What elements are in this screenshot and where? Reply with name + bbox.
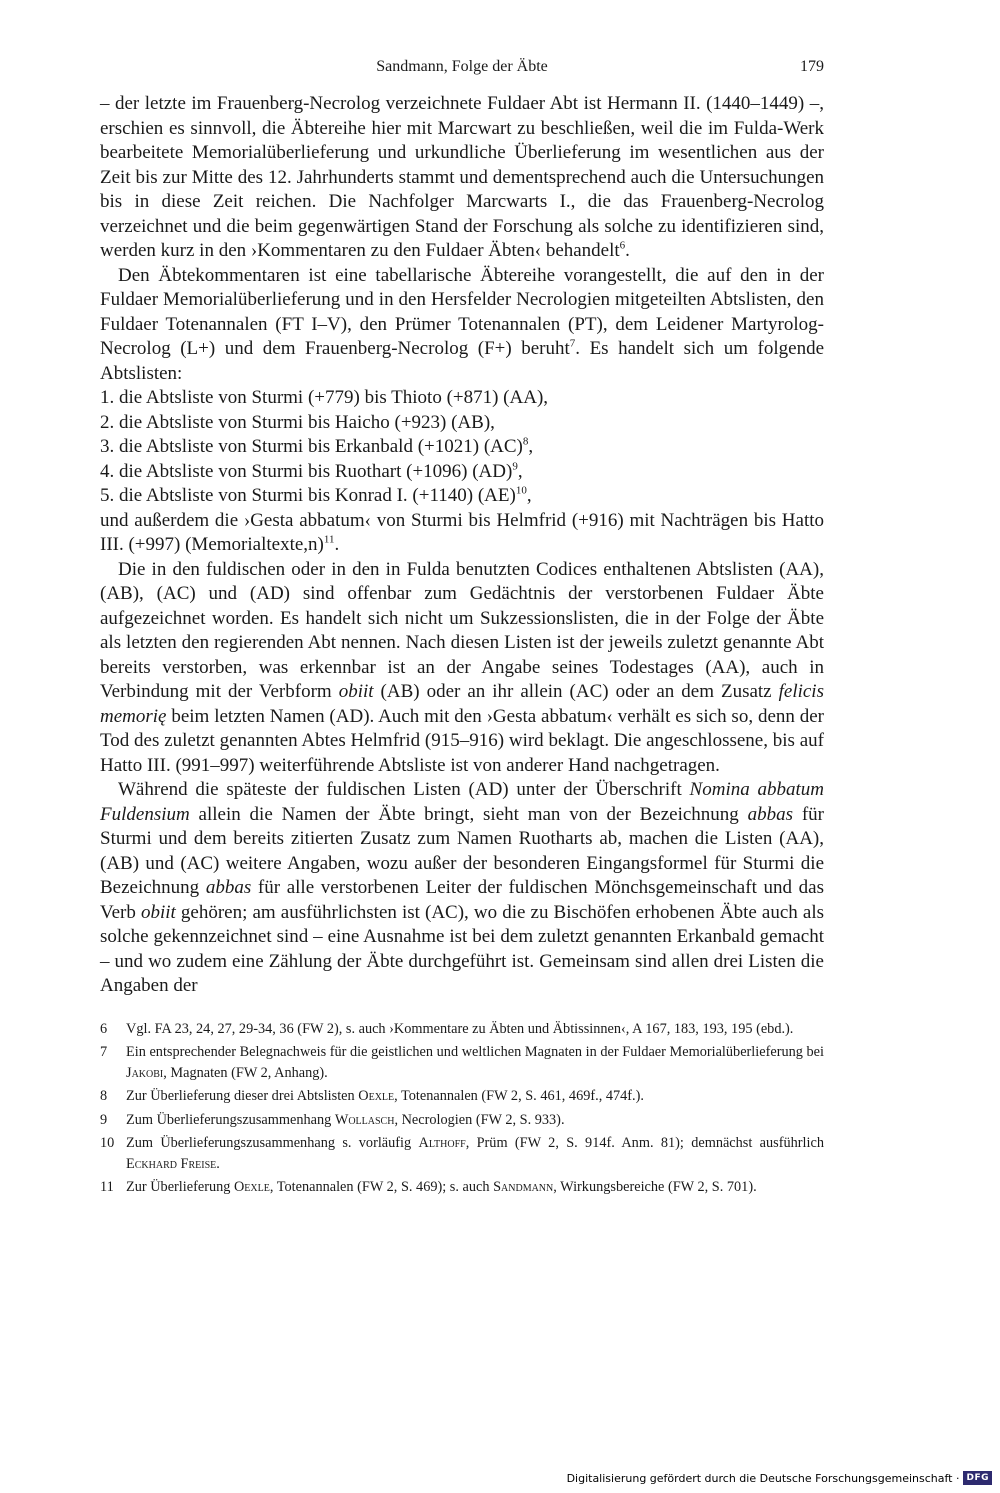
text-run: für Sturmi und dem bereits zitierten Zusatz zum Namen Ruotharts ab, machen die Listen (AA), (AB) und (AC) weitere Angaben, wozu außer der besonderen Eingangsformel für Sturmi die Bezeichnung	[100, 803, 824, 898]
paragraph-4	[100, 778, 824, 999]
footnote-ref: 9	[512, 460, 518, 473]
italic-text: abbas	[205, 877, 252, 898]
text-run: ,	[528, 436, 534, 457]
list-item	[100, 484, 824, 509]
footnote	[100, 1177, 824, 1198]
text-run: Den Äbtekommentaren ist eine tabellarische Äbtereihe vorangestellt, die auf den in der Fuldaer Memorialüberlieferung und in den Hersfelder Necrologien mitgeteilten Abtslisten, den Fuldaer Totenannalen (FT I–V), den Prümer Totenannalen (PT), dem Leidener Martyrolog-Necrolog (L+) und dem Frauenberg-Necrolog (F+) beruht	[100, 264, 824, 359]
footnote	[100, 1019, 824, 1040]
text-run: 5. die Abtsliste von Sturmi bis Konrad I. (+1140) (AE)	[100, 485, 516, 506]
body-text	[100, 92, 824, 999]
italic-text: felicis memorię	[100, 681, 824, 727]
author-name: Oexle	[233, 1179, 270, 1195]
footnote-ref: 8	[522, 435, 529, 448]
credit-text: Digitalisierung gefördert durch die Deutsche Forschungsgemeinschaft ·	[566, 1471, 960, 1485]
text-run: , Totenannalen (FW 2, S. 469); s. auch	[269, 1179, 494, 1195]
text-run: 4. die Abtsliste von Sturmi bis Ruothart (+1096) (AD)	[100, 460, 513, 482]
text-run: , Wirkungsbereiche (FW 2, S. 701).	[553, 1179, 757, 1195]
italic-text: Nomina abbatum Fuldensium	[100, 779, 824, 825]
text-run: ,	[517, 460, 523, 482]
text-run: , Totenannalen (FW 2, S. 461, 469f., 474f.).	[394, 1088, 644, 1104]
text-run: 1. die Abtsliste von Sturmi (+779) bis Thioto (+871) (AA),	[100, 387, 549, 408]
italic-text: abbas	[747, 803, 794, 825]
running-head	[100, 58, 824, 84]
abtslisten-list	[100, 386, 824, 558]
footnote	[100, 1042, 824, 1083]
digitization-credit	[567, 1471, 992, 1485]
text-run: .	[216, 1155, 220, 1172]
text-run: .	[625, 240, 630, 261]
footnote-text	[126, 1042, 824, 1083]
list-item	[100, 460, 824, 485]
list-item	[100, 386, 824, 411]
footnote-number: 6	[100, 1020, 108, 1037]
footnote-ref: 11	[323, 533, 335, 546]
footnote-ref: 7	[569, 337, 576, 350]
italic-text: obiit	[338, 681, 374, 702]
footnote-ref: 10	[515, 484, 527, 497]
text-run: Zum Überlieferungszusammenhang	[126, 1111, 335, 1128]
text-run: 3. die Abtsliste von Sturmi bis Erkanbald (+1021) (AC)	[100, 436, 523, 457]
text-run: . Es handelt sich um folgende Abtslisten:	[100, 338, 824, 384]
footnote-ref: 6	[619, 239, 626, 252]
text-run: gehören; am ausführlichsten ist (AC), wo die zu Bischöfen erhobenen Äbte auch als solche gekennzeichnet sind – eine Ausnahme ist bei dem zuletzt genannten Erkanbald gemacht – und wo zudem eine Zählung der Äbte durchgeführt ist. Gemeinsam sind allen drei Listen die Angaben der	[100, 901, 824, 996]
footnote-text	[126, 1110, 824, 1131]
paragraph-3	[100, 558, 824, 779]
author-name: Althoff	[418, 1135, 466, 1151]
text-run: , Magnaten (FW 2, Anhang).	[163, 1064, 328, 1081]
page-number: 179	[800, 58, 824, 75]
author-name: Sandmann	[493, 1179, 554, 1195]
footnote-text	[126, 1019, 824, 1040]
text-run: für alle verstorbenen Leiter der fuldischen Mönchsgemeinschaft und das Verb	[100, 877, 824, 923]
text-run: (AB) oder an ihr allein (AC) oder an dem Zusatz	[373, 681, 779, 702]
footnote-text	[126, 1086, 824, 1107]
author-name: Eckhard Freise	[126, 1155, 217, 1172]
footnote-number: 11	[100, 1179, 114, 1195]
footnote-text	[126, 1177, 824, 1198]
footnote	[100, 1110, 824, 1131]
footnote-number: 10	[100, 1135, 115, 1151]
footnote-text	[126, 1133, 824, 1174]
text-run: beim letzten Namen (AD). Auch mit den ›Gesta abbatum‹ verhält es sich so, denn der Tod des zuletzt genannten Abtes Helmfrid (915–916) wird beklagt. Die angeschlossene, bis auf Hatto III. (991–997) weiterführende Abtsliste ist von anderer Hand nachgetragen.	[100, 705, 824, 776]
footnote	[100, 1086, 824, 1107]
text-run: Die in den fuldischen oder in den in Fulda benutzten Codices enthaltenen Abtslisten (AA), (AB), (AC) und (AD) sind offenbar zum Gedächtnis der verstorbenen Fuldaer Äbte aufgezeichnet worden. Es handelt sich nicht um Sukzessionslisten, die in der Folge der Äbte als letzten den regierenden Abt nennen. Nach diesen Listen ist der jeweils zuletzt genannte Abt bereits verstorben, was erkennbar ist an der Angabe seines Todestages (AA), auch in Verbindung mit der Verbform	[100, 558, 824, 702]
text-run: – der letzte im Frauenberg-Necrolog verzeichnete Fuldaer Abt ist Hermann II. (1440–1449) –, erschien es sinnvoll, die Äbtereihe hier mit Marcwart zu beschließen, weil die im Fulda-Werk bearbeitete Memorialüberlieferung und urkundliche Überlieferung im wesentlichen aus der Zeit bis zur Mitte des 12. Jahrhunderts stammt und dementsprechend auch die Untersuchungen bis in diese Zeit reichen. Die Nachfolger Marcwarts I., die das Frauenberg-Necrolog verzeichnet und die beim gegenwärtigen Stand der Forschung als solche zu identifizieren sind, werden kurz in den ›Kommentaren zu den Fuldaer Äbten‹ behandelt	[100, 93, 824, 261]
footnotes	[100, 1019, 824, 1198]
list-item	[100, 411, 824, 436]
dfg-logo: DFG	[963, 1471, 992, 1485]
footnote	[100, 1133, 824, 1174]
footnote-number: 8	[100, 1088, 108, 1104]
text-run: .	[334, 534, 340, 555]
text-run: Zur Überlieferung	[126, 1179, 234, 1195]
text-run: , Prüm (FW 2, S. 914f. Anm. 81); demnächst ausführlich	[465, 1135, 824, 1151]
text-run: Zum Überlieferungszusammenhang s. vorläufig	[126, 1135, 419, 1151]
text-run: , Necrologien (FW 2, S. 933).	[394, 1111, 565, 1128]
list-item	[100, 435, 824, 460]
text-run: Vgl. FA 23, 24, 27, 29-34, 36 (FW 2), s. auch ›Kommentare zu Äbten und Äbtissinnen‹, A 167, 183, 193, 195 (ebd.).	[126, 1020, 794, 1037]
text-run: und außerdem die ›Gesta abbatum‹ von Sturmi bis Helmfrid (+916) mit Nachträgen bis Hatto III. (+997) (Memorialtexte,n)	[100, 509, 824, 555]
author-name: Oexle	[358, 1088, 395, 1104]
text-run: Zur Überlieferung dieser drei Abtslisten	[126, 1088, 359, 1104]
text-run: ,	[526, 485, 532, 506]
page	[100, 58, 824, 1201]
italic-text: obiit	[140, 901, 176, 923]
paragraph-1	[100, 92, 824, 264]
footnote-number: 7	[100, 1044, 108, 1060]
running-title: Sandmann, Folge der Äbte	[376, 58, 548, 75]
text-run: allein die Namen der Äbte bringt, sieht man von der Bezeichnung	[189, 803, 748, 825]
text-run: 2. die Abtsliste von Sturmi bis Haicho (+923) (AB),	[100, 411, 495, 433]
author-name: Jakobi	[126, 1064, 164, 1081]
footnote-number: 9	[100, 1111, 108, 1128]
paragraph-2	[100, 264, 824, 387]
text-run: Ein entsprechender Belegnachweis für die geistlichen und weltlichen Magnaten in der Fuldaer Memorialüberlieferung bei	[126, 1044, 824, 1060]
list-item	[100, 509, 824, 558]
author-name: Wollasch	[334, 1111, 395, 1128]
text-run: Während die späteste der fuldischen Listen (AD) unter der Überschrift	[118, 779, 690, 800]
